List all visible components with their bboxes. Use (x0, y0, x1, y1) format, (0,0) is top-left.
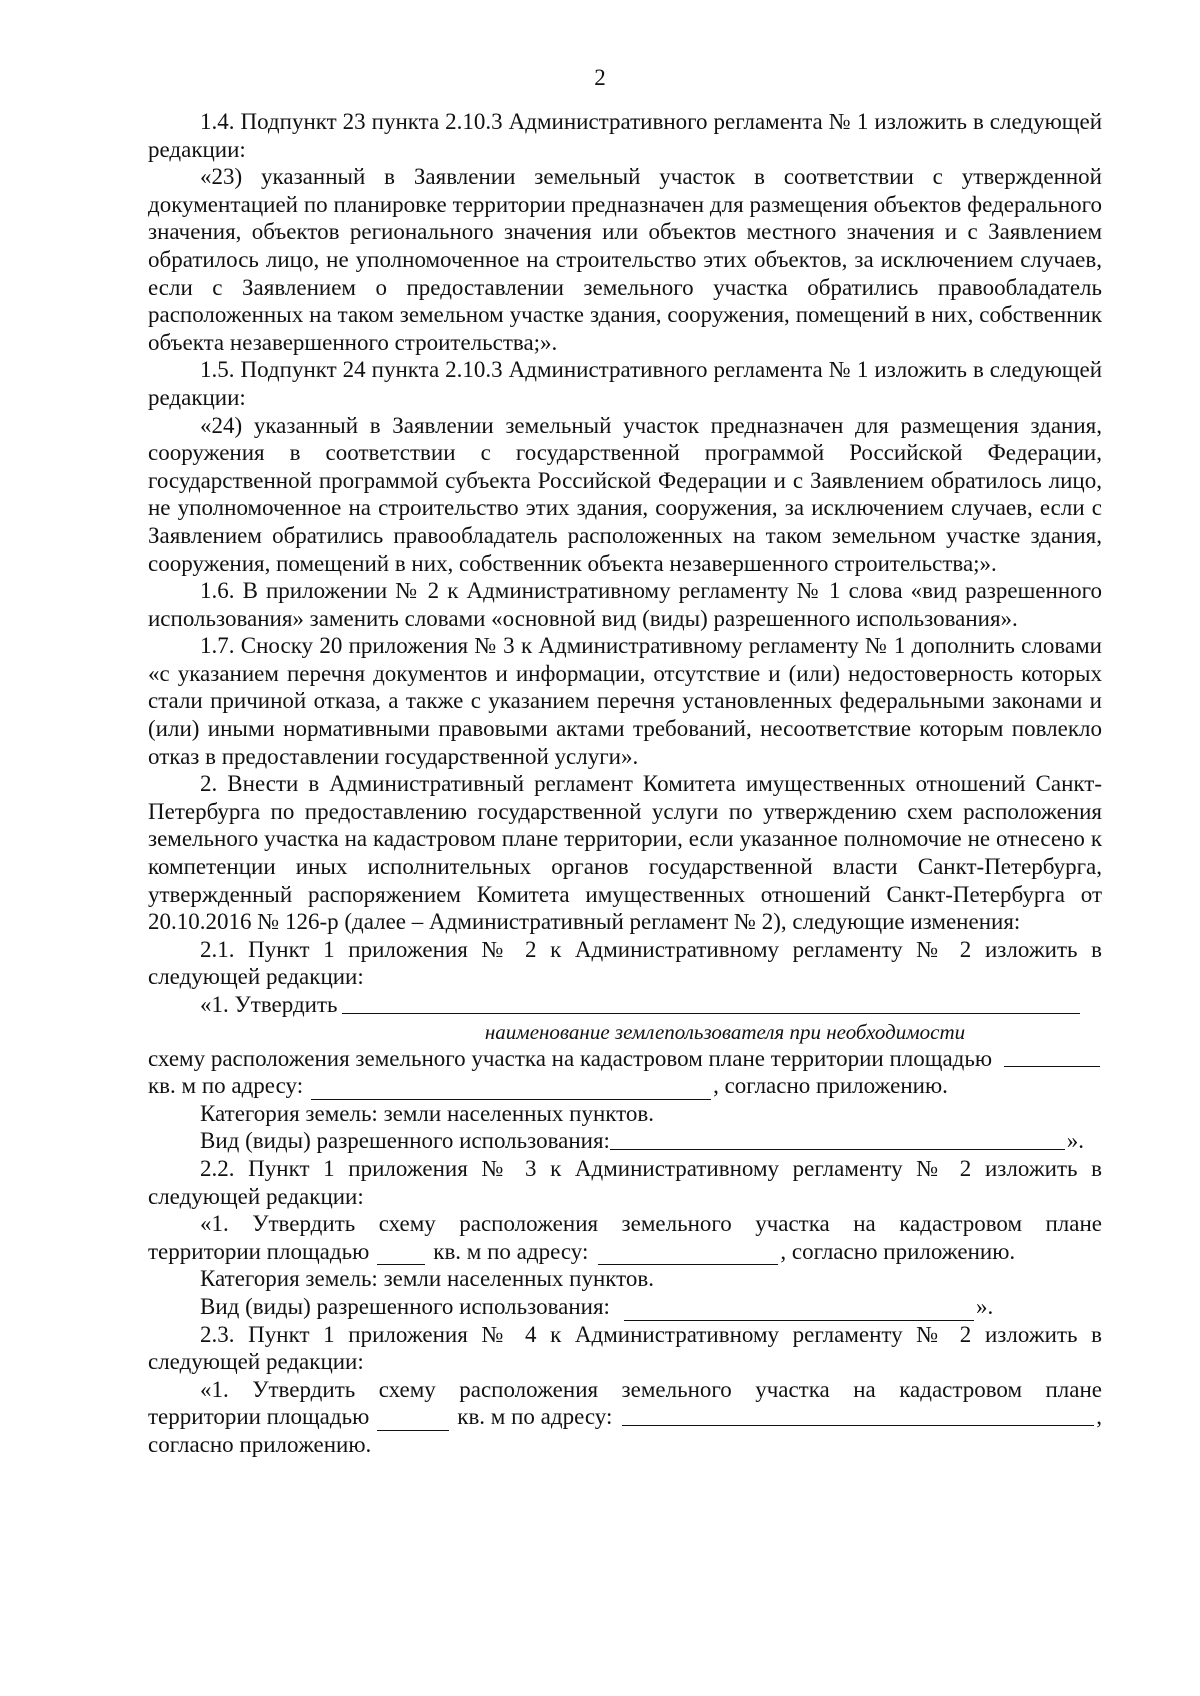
paragraph-2-3: 2.3. Пункт 1 приложения № 4 к Административному регламенту № 2 изложить в следующей редакции: (148, 1321, 1102, 1375)
form1-address-line (148, 1072, 1102, 1100)
form1-use-label: Вид (виды) разрешенного использования: (200, 1128, 610, 1154)
paragraph-2-2: 2.2. Пункт 1 приложения № 3 к Административному регламенту № 2 изложить в следующей редакции: (148, 1155, 1102, 1209)
paragraph-subitem-24: «24) указанный в Заявлении земельный участок предназначен для размещения здания, сооружения в соответствии с государственной программой Российской Федерации, государственной программой субъекта Российской Федерации и с Заявлением обратилось лицо, не уполномоченное на строительство этих здания, сооружения, за исключением случаев, если с Заявлением обратились правообладатель расположенных на таком земельном участке здания, сооружения, помещений в них, собственник объекта незавершенного строительства;». (148, 412, 1102, 576)
form2-line2 (148, 1238, 1102, 1266)
form2-address-blank (598, 1244, 778, 1265)
paragraph-2-1: 2.1. Пункт 1 приложения № 2 к Административному регламенту № 2 изложить в следующей редакции: (148, 936, 1102, 990)
form2-use-line (148, 1293, 1102, 1321)
form3-area-label: территории площадью (148, 1404, 370, 1430)
page-number: 2 (594, 65, 606, 90)
form1-user-blank (342, 993, 1080, 1014)
form2-use-end: ». (975, 1293, 994, 1319)
form1-approve-label: «1. Утвердить (200, 992, 338, 1017)
form2-use-label: Вид (виды) разрешенного использования: (200, 1293, 610, 1319)
form2-category: Категория земель: земли населенных пунктов. (200, 1266, 655, 1292)
form3-address-blank (622, 1405, 1094, 1426)
form3-line3: согласно приложению. (148, 1431, 372, 1457)
form1-address-blank (311, 1079, 711, 1100)
form1-use-line (148, 1127, 1102, 1155)
form2-address-label: кв. м по адресу: (433, 1238, 589, 1264)
form3-line1: «1. Утвердить схему расположения земельного участка на кадастровом плане (200, 1376, 1102, 1402)
form2-area-label: территории площадью (148, 1238, 370, 1264)
form1-address-label: кв. м по адресу: (148, 1073, 304, 1099)
form1-use-blank (610, 1129, 1065, 1150)
paragraph-2: 2. Внести в Административный регламент Комитета имущественных отношений Санкт-Петербурга по предоставлению государственной услуги по утверждению схем расположения земельного участка на кадастровом плане территории, если указанное полномочие не отнесено к компетенции иных исполнительных органов государственной власти Санкт-Петербурга, утвержденный распоряжением Комитета имущественных отношений Санкт-Петербурга от 20.10.2016 № 126-р (далее – Административный регламент № 2), следующие изменения: (148, 771, 1102, 935)
form3-address-label: кв. м по адресу: (457, 1404, 613, 1430)
paragraph-subitem-23: «23) указанный в Заявлении земельный участок в соответствии с утвержденной документацией по планировке территории предназначен для размещения объектов федерального значения, объектов регионального значения или объектов местного значения и с Заявлением обратилось лицо, не уполномоченное на строительство этих объектов, за исключением случаев, если с Заявлением о предоставлении земельного участка обратились правообладатель расположенных на таком земельном участке здания, сооружения, помещений в них, собственник объекта незавершенного строительства;». (148, 164, 1102, 355)
form1-scheme-text: схему расположения земельного участка на кадастровом плане территории площадью (148, 1045, 993, 1071)
form1-address-tail: , согласно приложению. (713, 1073, 948, 1099)
form2-area-blank (377, 1244, 425, 1265)
form1-area-blank (1004, 1046, 1100, 1067)
document-body (148, 108, 1102, 1459)
form1-user-caption: наименование землепользователя при необходимости (484, 1019, 966, 1044)
form1-approve-line (148, 991, 1102, 1019)
form3-address-tail: , (1096, 1404, 1102, 1430)
paragraph-1-5: 1.5. Подпункт 24 пункта 2.10.3 Административного регламента № 1 изложить в следующей редакции: (148, 357, 1102, 410)
form2-line1: «1. Утвердить схему расположения земельного участка на кадастровом плане (200, 1211, 1102, 1237)
form1-category: Категория земель: земли населенных пунктов. (200, 1100, 655, 1126)
form2-use-blank (624, 1300, 974, 1321)
paragraph-1-7: 1.7. Сноску 20 приложения № 3 к Административному регламенту № 1 дополнить словами «с указанием перечня документов и информации, отсутствие и (или) недостоверность которых стали причиной отказа, а также с указанием перечня установленных федеральными законами и (или) иными нормативными правовыми актами требований, несоответствие которым повлекло отказ в предоставлении государственной услуги». (148, 633, 1102, 769)
paragraph-1-4: 1.4. Подпункт 23 пункта 2.10.3 Административного регламента № 1 изложить в следующей редакции: (148, 109, 1102, 162)
form3-line2 (148, 1403, 1102, 1431)
paragraph-1-6: 1.6. В приложении № 2 к Административному регламенту № 1 слова «вид разрешенного использования» заменить словами «основной вид (виды) разрешенного использования». (148, 578, 1102, 631)
form1-scheme-line (148, 1045, 1102, 1073)
form2-address-tail: , согласно приложению. (780, 1238, 1016, 1264)
form3-area-blank (377, 1410, 449, 1431)
form1-use-end: ». (1066, 1128, 1084, 1154)
